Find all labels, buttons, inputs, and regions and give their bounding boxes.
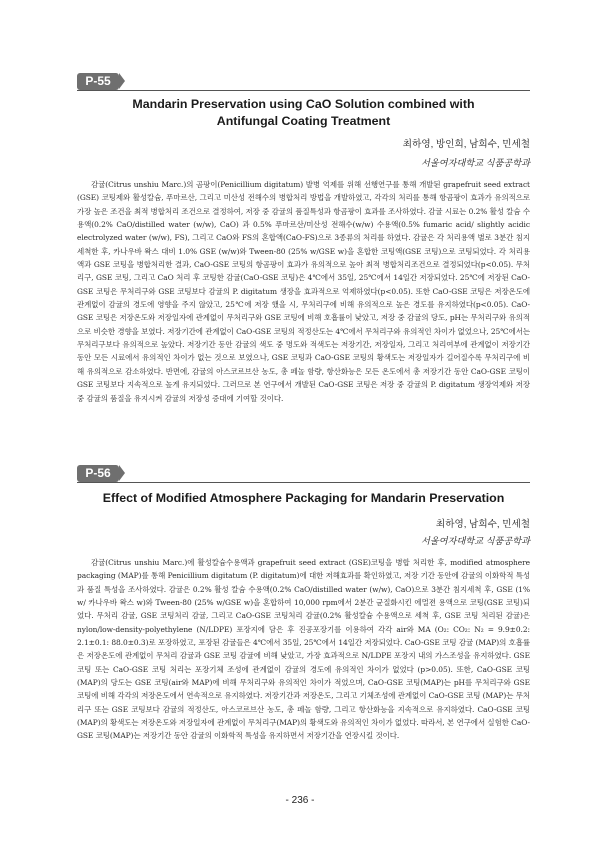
abstract-number-badge: P-55: [77, 73, 119, 90]
affiliation: 서울여자대학교 식품공학과: [420, 158, 530, 168]
section-divider: [77, 482, 530, 483]
abstract-number-badge: P-56: [77, 465, 119, 482]
section-divider: [77, 90, 530, 91]
authors: 최하영, 남희수, 민세철: [435, 519, 530, 530]
page-number: - 236 -: [285, 795, 315, 806]
affiliation: 서울여자대학교 식품공학과: [420, 536, 530, 546]
title-line: Antifungal Coating Treatment: [216, 114, 391, 128]
abstract-body: 감귤(Citrus unshiu Marc.)의 곰팡이(Penicillium digitatum) 발병 억제를 위해 선행연구를 통해 개발된 grapefruit seed extract (GSE) 코팅제와 활성칼슘, 푸마르산, 그리고 미산성 전해수의 병합처리 방법을 개발하였고, 각각의 처리를 통해 항곰팡이 효과가 유의적으로 가장 높은 조건을 최적 병합처리 조건으로 결정하여, 저장 중 감귤의 품질특성과 항곰팡이 효과를 조사하였다. 감귤 시료는 0.2% 활성 칼슘 수용액(0.2% CaO/distilled water (w/w), CaO) 과 0.5% 푸마르산/미산성 전해수(w/w) 수용액(0.5% fumaric acid/ slightly acidic electrolyzed water (w/w), FS), 그리고 CaO와 FS의 혼합액(CaO-FS)으로 3종류의 처리를 하였다. 감귤은 각 처리용액 별로 3분간 침지세척한 후, 카나우바 왁스 대비 1.0% GSE (w/w)와 Tween-80 (25% w/GSE w)을 혼합한 코팅액(GSE 코팅)으로 코팅되었다. 각 처리용액과 GSE 코팅을 병합처리한 결과, CaO-GSE 코팅의 항곰팡이 효과가 유의적으로 높아 최적 병합처리조건으로 결정되었다(p<0.05). 무처리구, GSE 코팅, 그리고 CaO 처리 후 코팅한 감귤(CaO-GSE 코팅)은 4℃에서 35일, 25℃에서 14일간 저장되었다. 25℃에 저장된 CaO-GSE 코팅은 무처리구와 GSE 코팅보다 감귤의 P. digitatum 생장을 효과적으로 억제하였다(p<0.05). 또한 CaO-GSE 코팅은 저장온도에 관계없이 감귤의 경도에 영향을 주지 않았고, 25℃에 저장 했을 시, 무처리구에 비해 유의적으로 높은 경도를 유지하였다(p<0.05). CaO-GSE 코팅은 저장온도와 저장일자에 관계없이 무처리구와 GSE 코팅에 비해 호흡률이 낮았고, 저장 중 감귤의 당도, pH는 무처리구와 유의적으로 비슷한 경향을 보였다. 저장기간에 관계없이 CaO-GSE 코팅의 적정산도는 4℃에서 무처리구와 유의적인 차이가 없었으나, 25℃에서는 무처리구보다 유의적으로 높았다. 저장기간 동안 감귤의 색도 중 명도와 적색도는 저장기간, 저장일자, 그리고 처리여부에 관계없이 저장기간 동안 모든 시료에서 유의적인 차이가 없는 것으로 보였으나, GSE 코팅과 CaO-GSE 코팅의 황색도는 저장일자가 길어질수록 무처리구에 비해 유의적으로 감소하였다. 반면에, 감귤의 아스코르브산 농도, 총 페놀 함량, 항산화능은 모든 온도에서 총 저장기간 동안 CaO-GSE 코팅이 GSE 코팅보다 지속적으로 높게 유지되었다. 그러므로 본 연구에서 개발된 CaO-GSE 코팅은 저장 중 감귤의 P. digitatum 생장억제와 저장 중 감귤의 품질을 유지시켜 감귤의 저장성 증대에 기여할 것이다.: [77, 180, 530, 403]
abstract-title: [77, 96, 530, 130]
title-line: Mandarin Preservation using CaO Solution combined with: [132, 97, 475, 111]
abstract-body: 감귤(Citrus unshiu Marc.)에 활성칼슘수용액과 grapefruit seed extract (GSE)코팅을 병합 처리한 후, modified atmosphere packaging (MAP)를 통해 Penicillium digitatum (P. digitatum)에 대한 저해효과를 확인하였고, 저장 기간 동안에 감귤의 이화학적 특성과 품질 특성을 조사하였다. 감귤은 0.2% 활성 칼슘 수용액(0.2% CaO/distilled water (w/w), CaO)으로 3분간 침지세척 후, GSE (1% w/ 카나우바 왁스 w)와 Tween-80 (25% w/GSE w)을 혼합하여 10,000 rpm에서 2분간 균질화시킨 에멀젼 용액으로 코팅(GSE 코팅)되었다. 무처리 감귤, GSE 코팅처리 감귤, 그리고 CaO-GSE 코팅처리 감귤(0.2% 활성칼슘 수용액으로 세척 후, GSE 코팅 처리된 감귤)은 nylon/low-density-polyethylene (N/LDPE) 포장지에 담은 후 진공포장기를 이용하여 각각 air와 MA (O₂: CO₂: N₂ = 9.9±0.2: 2.1±0.1: 88.0±0.3)로 포장하였고, 포장된 감귤들은 4℃에서 35일, 25℃에서 14일간 저장되었다. CaO-GSE 코팅 감귤 (MAP)의 호흡률은 저장온도에 관계없이 무처리 감귤과 GSE 코팅 감귤에 비해 낮았고, 가장 효과적으로 N/LDPE 포장지 내의 가스조성을 유지하였다. GSE 코팅 또는 CaO-GSE 코팅 처리는 포장기체 조성에 관계없이 감귤의 경도에 유의적인 차이가 없었다 (p>0.05). 또한, CaO-GSE 코팅(MAP)의 당도는 GSE 코팅(air와 MAP)에 비해 무처리구와 유의적인 차이가 적었으며, CaO-GSE 코팅(MAP)는 pH를 무처리구와 GSE 코팅에 비해 각각의 저장온도에서 연속적으로 유지하였다. 저장기간과 저장온도, 그리고 기체조성에 관계없이 CaO-GSE 코팅 (MAP)는 무처리구 또는 GSE 코팅보다 감귤의 적정산도, 아스코르브산 농도, 총 페놀 함량, 그리고 항산화능을 지속적으로 유지하였다. CaO-GSE 코팅 (MAP)의 황색도는 저장온도와 저장일자에 관계없이 무처리구(MAP)의 황색도와 유의적인 차이가 없었다. 따라서, 본 연구에서 실험한 CaO-GSE 코팅(MAP)는 저장기간 동안 감귤의 이화학적 특성을 유지하면서 저장기간을 연장시킬 것이다.: [77, 558, 530, 741]
abstract-title: [77, 490, 530, 507]
authors: 최하영, 방인희, 남희수, 민세철: [402, 139, 530, 150]
title-line: Effect of Modified Atmosphere Packaging for Mandarin Preservation: [102, 491, 505, 505]
